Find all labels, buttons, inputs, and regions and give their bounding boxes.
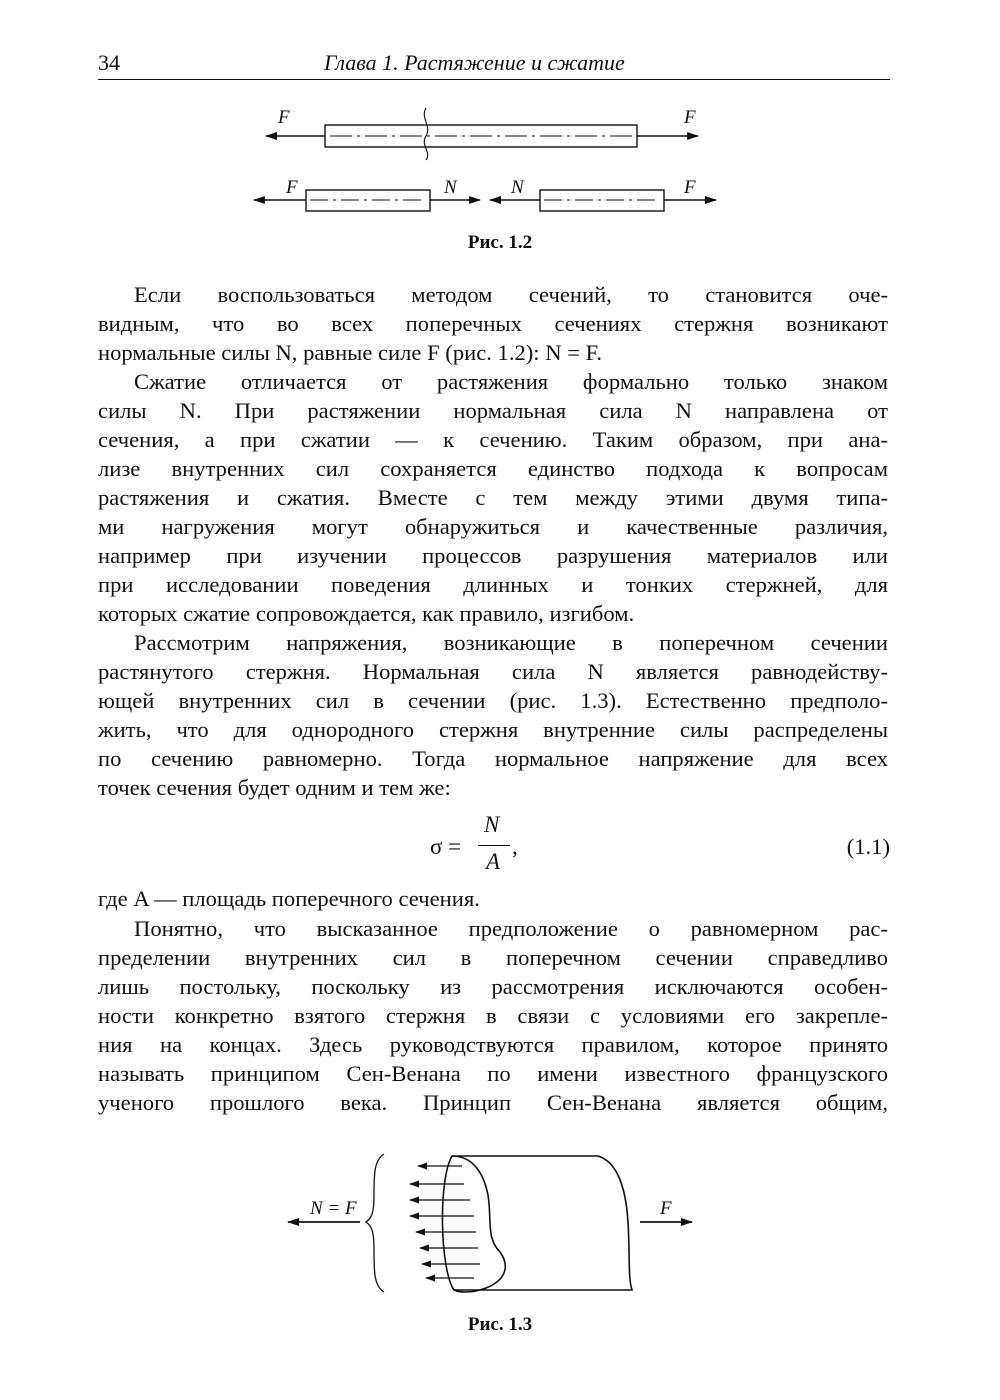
formula-lhs: σ =: [430, 834, 462, 859]
cross-section: [442, 1156, 505, 1292]
fig12-bottom-right-inner-label: N: [511, 177, 524, 198]
text-line: ния на концах. Здесь руководствуются правилом, которое принято: [98, 1032, 888, 1057]
chapter-title: Глава 1. Растяжение и сжатие: [324, 50, 625, 75]
figure-1-2-caption: Рис. 1.2: [467, 232, 533, 253]
formula-numerator: N: [484, 812, 500, 837]
text-line: жить, что для однородного стержня внутренние силы распределены: [98, 717, 888, 742]
fig12-bottom-left-inner-label: N: [444, 177, 457, 198]
text-line: называть принципом Сен-Венана по имени известного французского: [98, 1061, 888, 1086]
text-line: Рассмотрим напряжения, возникающие в поперечном сечении: [134, 630, 888, 655]
text-line: Если воспользоваться методом сечений, то становится оче-: [134, 282, 888, 307]
page-number: 34: [98, 50, 120, 75]
text-line: при исследовании поведения длинных и тонких стержней, для: [98, 572, 888, 597]
text-line: где A — площадь поперечного сечения.: [98, 886, 480, 911]
text-line: ности конкретно взятого стержня в связи с условиями его закрепле-: [98, 1003, 888, 1028]
text-line: нормальные силы N, равные силе F (рис. 1.2): N = F.: [98, 340, 602, 365]
text-line: по сечению равномерно. Тогда нормальное напряжение для всех: [98, 746, 888, 771]
text-line: сечения, а при сжатии — к сечению. Таким образом, при ана-: [98, 427, 888, 452]
figure-1-3-caption: Рис. 1.3: [467, 1314, 533, 1335]
text-line: Понятно, что высказанное предположение о равномерном рас-: [134, 916, 888, 941]
text-line: Сжатие отличается от растяжения формально только знаком: [134, 369, 888, 394]
figure-1-2: [0, 0, 1000, 230]
fig13-left-label: N = F: [310, 1198, 357, 1219]
text-line: лишь постольку, поскольку из рассмотрения исключаются особен-: [98, 974, 888, 999]
formula-denominator: A: [486, 849, 501, 874]
text-line: ющей внутренних сил в сечении (рис. 1.3). Естественно предполо-: [98, 688, 888, 713]
text-line: пределении внутренних сил в поперечном сечении справедливо: [98, 945, 888, 970]
formula-1-1: [430, 812, 890, 882]
text-line: которых сжатие сопровождается, как правило, изгибом.: [98, 601, 635, 626]
bar-body: [452, 1156, 632, 1290]
fig12-bottom-right-outer-label: F: [684, 177, 696, 198]
formula-comma: ,: [512, 834, 518, 859]
text-line: растяжения и сжатия. Вместе с тем между этими двумя типа-: [98, 485, 888, 510]
text-line: лизе внутренних сил сохраняется единство подхода к вопросам: [98, 456, 888, 481]
fraction-bar: [478, 845, 510, 846]
text-line: растянутого стержня. Нормальная сила N является равнодейству-: [98, 659, 888, 684]
fig12-top-right-label: F: [684, 107, 696, 128]
fig12-top-left-label: F: [278, 107, 290, 128]
fig12-bottom-left-outer-label: F: [286, 177, 298, 198]
text-line: например при изучении процессов разрушения материалов или: [98, 543, 888, 568]
text-line: ми нагружения могут обнаружиться и качественные различия,: [98, 514, 888, 539]
equation-number: (1.1): [846, 834, 890, 859]
curly-brace: [366, 1154, 384, 1292]
fig13-right-label: F: [660, 1198, 672, 1219]
paragraph-4: [98, 884, 888, 913]
paragraph-3: [98, 628, 888, 802]
paragraph-1: [98, 280, 888, 367]
text-line: ученого прошлого века. Принцип Сен-Венана является общим,: [98, 1090, 888, 1115]
paragraph-5: [98, 914, 888, 1117]
paragraph-2: [98, 367, 888, 628]
text-line: видным, что во всех поперечных сечениях стержня возникают: [98, 311, 888, 336]
text-line: силы N. При растяжении нормальная сила N направлена от: [98, 398, 888, 423]
section-line: [424, 108, 427, 160]
text-line: точек сечения будет одним и тем же:: [98, 775, 451, 800]
